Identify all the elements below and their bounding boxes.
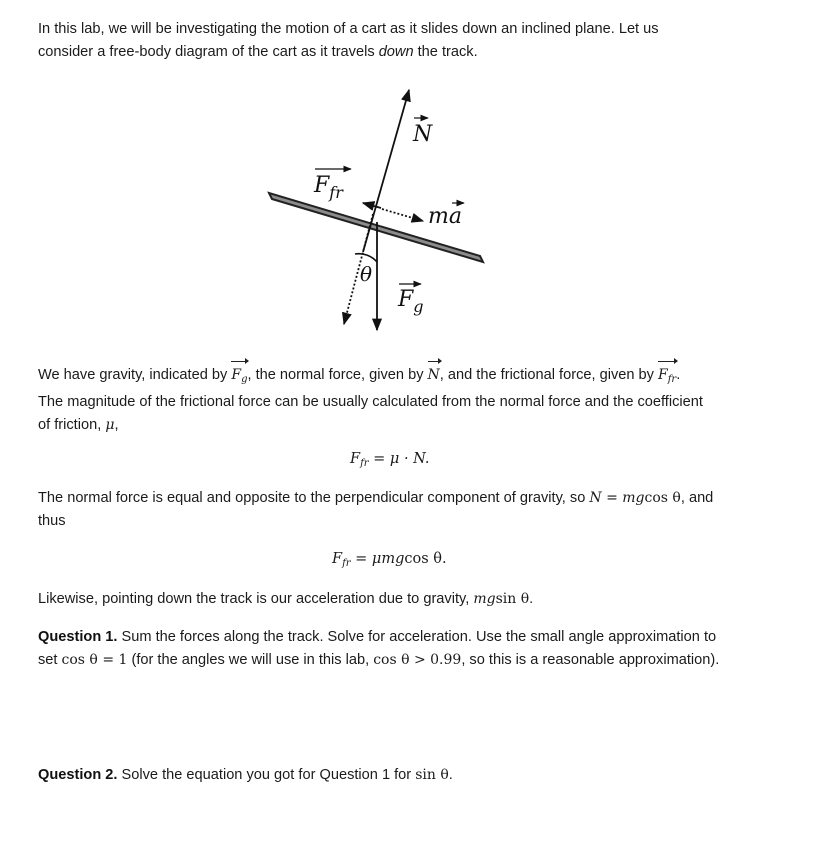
normal-force-paragraph [38, 487, 778, 533]
friction-arrow [363, 203, 381, 208]
forces-line-3-pre: of friction, [38, 417, 106, 433]
gravity-symbol [231, 364, 247, 391]
gravity-label-main: F [398, 287, 414, 312]
eq1-rhs: = μ · N. [368, 451, 430, 467]
eq1-lhs-sub: fr [360, 458, 369, 469]
friction-symbol-sub: fr [667, 374, 677, 385]
eq1-lhs: F [350, 451, 361, 467]
normal-cos: cos θ [644, 490, 681, 506]
forces-text-2: , the normal force, given by [247, 367, 428, 383]
question-2 [38, 764, 778, 787]
question-1-label: Question 1. [38, 629, 118, 645]
friction-symbol-main: F [658, 367, 668, 383]
friction-label-sub: fr [329, 183, 343, 202]
normal-symbol: N [428, 364, 440, 387]
forces-line-3-post: , [114, 417, 119, 433]
forces-text-3: , and the frictional force, given by [439, 367, 659, 383]
gravity-label-sub: g [413, 297, 424, 316]
likewise-sin: sin θ [495, 591, 530, 607]
question-1-text-2: set [38, 652, 62, 668]
likewise-paragraph [38, 588, 778, 611]
free-body-diagram [0, 0, 820, 360]
intro-emphasis-down: down [378, 44, 414, 60]
question-1-text-1: Sum the forces along the track. Solve for acceleration. Use the small angle approximation to [117, 629, 717, 645]
question-2-math: sin θ [415, 767, 449, 783]
normal-text-1: The normal force is equal and opposite to the perpendicular component of gravity, so [38, 490, 590, 506]
question-2-label: Question 2. [38, 767, 118, 783]
acceleration-arrow [382, 209, 423, 221]
likewise-text-1: Likewise, pointing down the track is our acceleration due to gravity, [38, 591, 474, 607]
normal-line-2: thus [38, 513, 66, 529]
likewise-text-2: . [529, 591, 534, 607]
intro-line2-pre: consider a free-body diagram of the cart as it travels [38, 44, 379, 60]
theta-angle-arc [355, 254, 377, 262]
eq2-rhs-func: cos θ. [404, 551, 447, 567]
friction-symbol [658, 364, 676, 391]
question-1-text-3: (for the angles we will use in this lab, [127, 652, 374, 668]
theta-label: θ [360, 262, 373, 286]
question-1 [38, 626, 778, 672]
friction-equation [350, 451, 430, 469]
gravity-symbol-main: F [231, 367, 242, 383]
friction-expanded-equation [332, 551, 447, 569]
question-1-math-1: cos θ = 1 [61, 652, 128, 668]
normal-math: N = mg [589, 490, 645, 506]
friction-label-main: F [314, 173, 330, 198]
forces-paragraph [38, 364, 778, 437]
eq2-lhs: F [332, 551, 343, 567]
gravity-symbol-sub: g [241, 374, 248, 385]
intro-line1: In this lab, we will be investigating the motion of a cart as it slides down an inclined plane. Let us [38, 21, 659, 37]
mu-symbol: μ [105, 417, 115, 433]
eq2-lhs-sub: fr [342, 558, 351, 569]
forces-text-1: We have gravity, indicated by [38, 367, 232, 383]
normal-text-2: , and [680, 490, 714, 506]
question-1-text-4: , so this is a reasonable approximation). [461, 652, 720, 668]
question-2-text-1: Solve the equation you got for Question 1 for [117, 767, 416, 783]
question-2-text-2: . [448, 767, 453, 783]
normal-force-label: N [413, 122, 433, 147]
gravity-label [397, 287, 424, 316]
likewise-mg: mg [473, 591, 496, 607]
intro-line2-post: the track. [413, 44, 478, 60]
forces-text-4: . [676, 367, 681, 383]
eq2-rhs-var: = μmg [350, 551, 405, 567]
friction-label [313, 173, 344, 202]
acceleration-label: ma [428, 204, 462, 229]
forces-line-2: The magnitude of the frictional force can be usually calculated from the normal force and the coefficient [38, 394, 703, 410]
question-1-math-2: cos θ > 0.99 [373, 652, 462, 668]
